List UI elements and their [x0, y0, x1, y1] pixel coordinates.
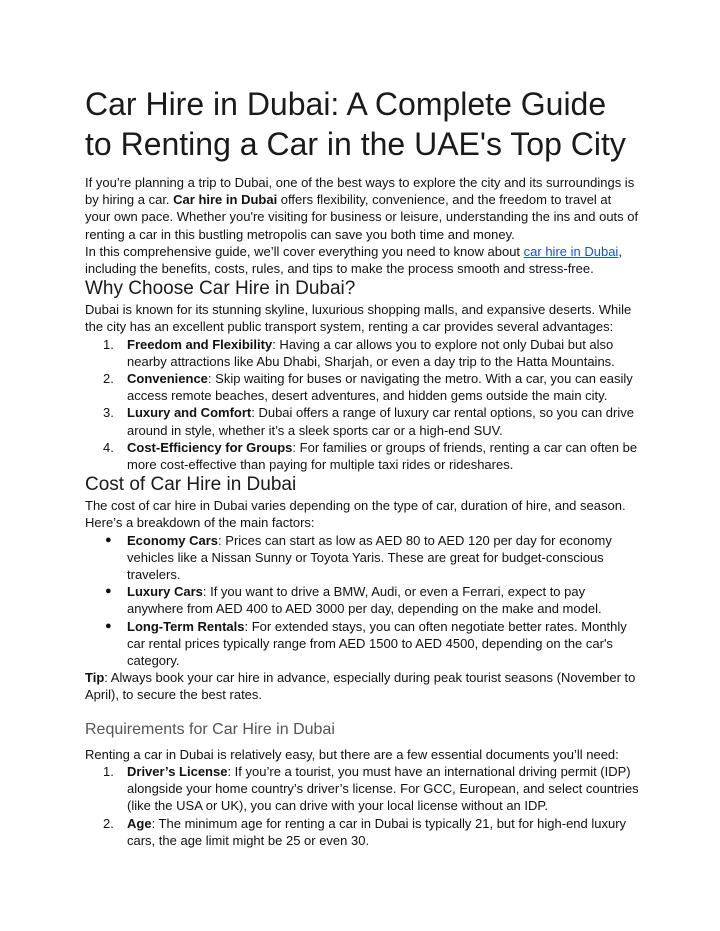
- why-heading: Why Choose Car Hire in Dubai?: [85, 278, 356, 300]
- list-item: ● Long-Term Rentals: For extended stays, you can often negotiate better rates. Monthly car rental prices typically range from AED 1500 to AED 4500, depending on the car's category.: [105, 618, 627, 669]
- why-list: [85, 336, 640, 474]
- bullet-icon: ●: [105, 619, 112, 632]
- intro-bold-keyword: Car hire in Dubai: [173, 192, 278, 208]
- list-item: 2. Age: The minimum age for renting a car in Dubai is typically 21, but for high-end luxury cars, the age limit might be 25 or even 30.: [103, 815, 627, 848]
- page-title: Car Hire in Dubai: A Complete Guide to Renting a Car in the UAE's Top City: [85, 86, 626, 162]
- list-item: ● Economy Cars: Prices can start as low as AED 80 to AED 120 per day for economy vehicles like a Nissan Sunny or Toyota Yaris. These are great for budget-conscious travelers.: [105, 532, 612, 583]
- list-item: 2. Convenience: Skip waiting for buses or navigating the metro. With a car, you can easily access remote beaches, desert adventures, and hidden gems outside the main city.: [103, 371, 633, 404]
- list-item: 3. Luxury and Comfort: Dubai offers a range of luxury car rental options, so you can drive around in style, whether it’s a sleek sports car or a high-end SUV.: [103, 405, 634, 438]
- tip-paragraph: Tip: Always book your car hire in advance, especially during peak tourist seasons (November to April), to secure the best rates.: [85, 670, 636, 703]
- list-item: ● Luxury Cars: If you want to drive a BMW, Audi, or even a Ferrari, expect to pay anywhere from AED 400 to AED 3000 per day, depending on the make and model.: [105, 584, 602, 617]
- car-hire-dubai-link[interactable]: car hire in Dubai: [523, 243, 619, 259]
- list-item: 4. Cost-Efficiency for Groups: For families or groups of friends, renting a car can often be more cost-effective than paying for multiple taxi rides or rideshares.: [103, 439, 638, 473]
- requirements-heading: Requirements for Car Hire in Dubai: [85, 720, 335, 738]
- bullet-icon: ●: [105, 533, 112, 546]
- list-item: 1. Freedom and Flexibility: Having a car allows you to explore not only Dubai but also nearby attractions like Abu Dhabi, Sharjah, or even a day trip to the Hatta Mountains.: [103, 336, 615, 369]
- bullet-icon: ●: [105, 585, 112, 598]
- intro-paragraph-1: If you’re planning a trip to Dubai, one of the best ways to explore the city and its surroundings is by hiring a car. Car hire in Dubai offers flexibility, convenience, and the freedom to travel at your own pace. Whether you're visiting for business or leisure, understanding the ins and outs of renting a car in this bustling metropolis can save you both time and money.: [85, 175, 639, 242]
- requirements-list: [85, 763, 640, 849]
- requirements-intro: Renting a car in Dubai is relatively easy, but there are a few essential documents you’ll need:: [85, 746, 619, 762]
- cost-heading: Cost of Car Hire in Dubai: [85, 474, 297, 496]
- intro-paragraph-2: In this comprehensive guide, we’ll cover everything you need to know about car hire in Dubai, including the benefits, costs, rules, and tips to make the process smooth and stress-free.: [85, 243, 622, 277]
- cost-list: [85, 532, 640, 670]
- list-item: 1. Driver’s License: If you’re a tourist, you must have an international driving permit (IDP) alongside your home country’s driver’s license. For GCC, European, and select countries (like the USA or UK), you can drive with your local license without an IDP.: [103, 763, 639, 814]
- cost-intro: The cost of car hire in Dubai varies depending on the type of car, duration of hire, and season. Here’s a breakdown of the main factors:: [85, 498, 626, 531]
- why-intro: Dubai is known for its stunning skyline, luxurious shopping malls, and expansive deserts. While the city has an excellent public transport system, renting a car provides several advantages:: [85, 302, 632, 335]
